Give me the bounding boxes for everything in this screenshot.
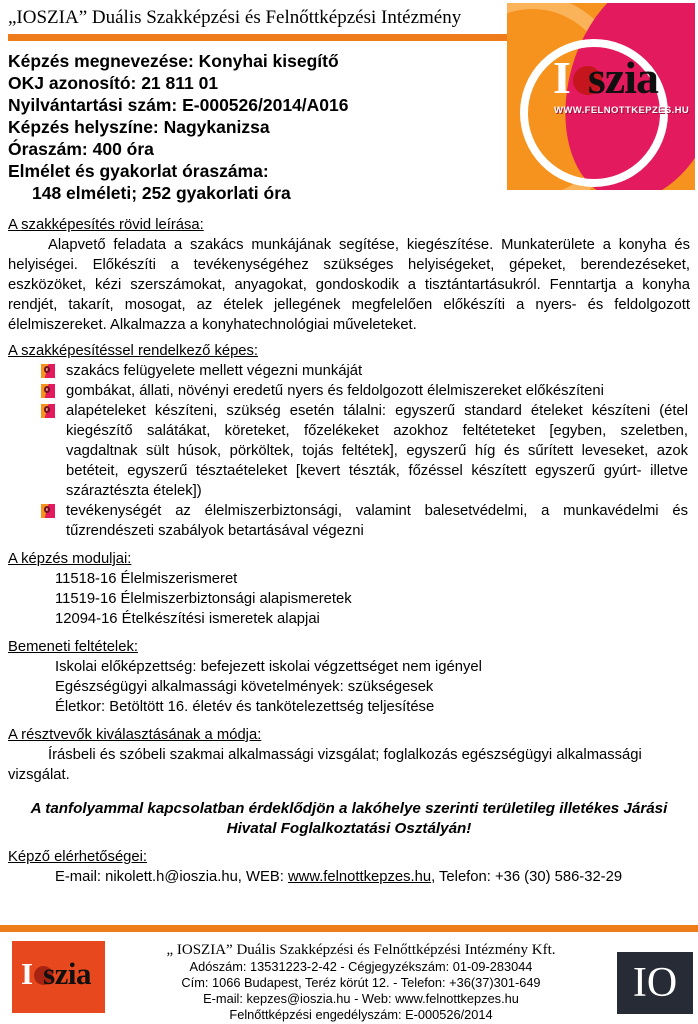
list-item bbox=[66, 381, 688, 401]
logo-letter-i: I bbox=[553, 52, 571, 103]
modules-list bbox=[8, 569, 690, 629]
section-heading-selection: A résztvevők kiválasztásának a módja: bbox=[8, 727, 262, 743]
list-item-text: alapételeket készíteni, szükség esetén tálalni: egyszerű standard ételeket készíteni (étel kiegészítő salátákat, köreteket, főzelékeket azokhoz feltéteteket [egyben, szeletben, vagdaltnak sült húsok, pörköltek, tojás feltétek], egyszerű híg és sűrített leveseket, azok betéteit, egyszerű tésztaételeket [kevert tészták, főzéssel készített egyszerű gyúrt- illetve száraztészta ételek]) bbox=[66, 403, 688, 499]
bullet-ring-icon bbox=[44, 386, 50, 393]
module-item: 12094-16 Ételkészítési ismeretek alapjai bbox=[55, 611, 320, 627]
location-line: Képzés helyszíne: Nagykanizsa bbox=[8, 117, 270, 137]
section-heading-capabilities: A szakképesítéssel rendelkező képes: bbox=[8, 343, 259, 359]
list-item bbox=[66, 361, 688, 381]
entry-condition-item: Egészségügyi alkalmassági követelmények: szükségesek bbox=[55, 679, 434, 695]
theory-practice-hours-line: 148 elméleti; 252 gyakorlati óra bbox=[32, 183, 291, 203]
entry-conditions-list bbox=[8, 657, 690, 717]
list-item-text: gombákat, állati, növényi eredetű nyers és feldolgozott élelmiszereket előkészíteni bbox=[66, 383, 604, 399]
footer-divider bbox=[0, 925, 698, 932]
footer-logo-wordmark bbox=[21, 958, 91, 989]
logo-bullet-icon bbox=[41, 384, 55, 398]
footer-company-name: „ IOSZIA” Duális Szakképzési és Felnőttképzési Intézmény Kft. bbox=[166, 942, 556, 958]
bullet-ring-icon bbox=[44, 506, 50, 513]
entry-condition-item: Iskolai előképzettség: befejezett iskolai végzettséget nem igényel bbox=[55, 659, 482, 675]
footer-logo-letter-i: I bbox=[21, 956, 34, 991]
footer-tax-line: Adószám: 13531223-2-42 - Cégjegyzékszám: 01-09-283044 bbox=[189, 959, 533, 974]
header-divider bbox=[8, 34, 507, 41]
list-item-text: szakács felügyelete mellett végezni munkáját bbox=[66, 363, 363, 379]
website-link[interactable]: www.felnottkepzes.hu bbox=[287, 869, 432, 885]
logo-letters-szia: szia bbox=[587, 52, 659, 103]
section-heading-entry: Bemeneti feltételek: bbox=[8, 639, 138, 655]
list-item-text: tevékenységét az élelmiszerbiztonsági, valamint balesetvédelmi, a munkavédelmi és tűzrendészeti szabályok betartásával végezni bbox=[66, 503, 688, 539]
entry-condition-item: Életkor: Betöltött 16. életév és tankötelezettség teljesítése bbox=[55, 699, 435, 715]
contact-prefix-text: E-mail: nikolett.h@ioszia.hu, WEB: bbox=[55, 869, 288, 885]
ioszia-logo bbox=[507, 3, 695, 190]
footer-ioszia-logo bbox=[12, 941, 105, 1013]
section-heading-modules: A képzés moduljai: bbox=[8, 551, 132, 567]
logo-bullet-icon bbox=[41, 364, 55, 378]
logo-bullet-icon bbox=[41, 404, 55, 418]
logo-bullet-icon bbox=[41, 504, 55, 518]
logo-website-text: WWW.FELNOTTKEPZES.HU bbox=[554, 105, 690, 116]
theory-practice-label-line: Elmélet és gyakorlat óraszáma: bbox=[8, 161, 269, 181]
io-monogram-logo: IO bbox=[617, 952, 693, 1014]
description-paragraph: Alapvető feladata a szakács munkájának segítése, kiegészítése. Munkaterülete a konyha és helyiségei. Előkészíti a tevékenységéhez szükséges helyiségeket, gépeket, berendezéseket, eszközöket, kézi szerszámokat, anyagokat, gondoskodik a tisztántartásukról. Fenntartja a konyha rendjét, takarít, mosogat, az ételek jellegének megfelelően előkészíti a nyers- és feldolgozott élelmiszereket. Alkalmazza a konyhatechnológiai műveleteket. bbox=[8, 237, 690, 333]
bullet-ring-icon bbox=[44, 406, 50, 413]
course-info bbox=[8, 50, 513, 204]
logo-wordmark bbox=[553, 52, 659, 103]
section-heading-description: A szakképesítés rövid leírása: bbox=[8, 217, 204, 233]
capabilities-list bbox=[8, 361, 690, 541]
footer-address-line: Cím: 1066 Budapest, Teréz körút 12. - Telefon: +36(37)301-649 bbox=[181, 975, 541, 990]
footer-logo-letters-szia: szia bbox=[43, 956, 92, 991]
notice-text: A tanfolyammal kapcsolatban érdeklődjön a lakóhelye szerinti területileg illetékes Járási Hivatal Foglalkoztatási Osztályán! bbox=[30, 800, 668, 837]
footer-license-line: Felnőttképzési engedélyszám: E-000526/2014 bbox=[229, 1007, 493, 1022]
section-heading-contact: Képző elérhetőségei: bbox=[8, 849, 148, 865]
registration-number-line: Nyilvántartási szám: E-000526/2014/A016 bbox=[8, 95, 349, 115]
hours-line: Óraszám: 400 óra bbox=[8, 139, 154, 159]
contact-suffix-text: , Telefon: +36 (30) 586-32-29 bbox=[431, 869, 623, 885]
institution-title: „IOSZIA” Duális Szakképzési és Felnőttképzési Intézmény bbox=[8, 7, 462, 28]
footer-info bbox=[105, 941, 617, 1023]
page-footer bbox=[0, 941, 698, 1023]
okj-id-line: OKJ azonosító: 21 811 01 bbox=[8, 73, 219, 93]
contact-line bbox=[8, 867, 690, 887]
course-name-line: Képzés megnevezése: Konyhai kisegítő bbox=[8, 51, 339, 71]
bullet-ring-icon bbox=[44, 366, 50, 373]
list-item bbox=[66, 501, 688, 541]
list-item bbox=[66, 401, 688, 501]
footer-email-web-line: E-mail: kepzes@ioszia.hu - Web: www.felnottkepzes.hu bbox=[203, 991, 519, 1006]
selection-paragraph: Írásbeli és szóbeli szakmai alkalmassági vizsgálat; foglalkozás egészségügyi alkalmassági vizsgálat. bbox=[8, 747, 642, 783]
module-item: 11518-16 Élelmiszerismeret bbox=[55, 571, 238, 587]
module-item: 11519-16 Élelmiszerbiztonsági alapismeretek bbox=[55, 591, 352, 607]
